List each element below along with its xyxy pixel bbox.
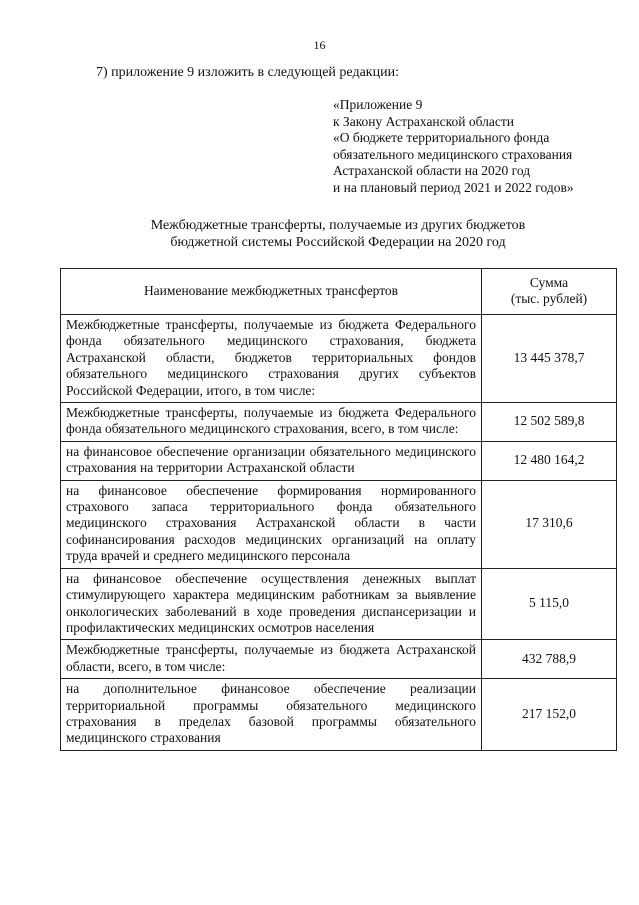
table-row [61,640,617,679]
appendix-line: и на плановый период 2021 и 2022 годов» [333,179,574,195]
row-sum-cell: 432 788,9 [482,640,617,679]
page-number: 16 [313,38,326,52]
row-name-cell: Межбюджетные трансферты, получаемые из бюджета Федерального фонда обязательного медицинского страхования, бюджета Астраханской области, бюджетов территориальных фондов обязательного медицинского страхования других субъектов Российской Федерации, итого, в том числе: [61,315,482,403]
row-sum-cell: 13 445 378,7 [482,315,617,403]
table-title-line: Межбюджетные трансферты, получаемые из других бюджетов [150,218,526,233]
row-sum-cell: 5 115,0 [482,568,617,640]
appendix-line: «Приложение 9 [333,97,423,112]
appendix-line: обязательного медицинского страхования [333,146,573,162]
row-sum-cell: 17 310,6 [482,480,617,568]
row-name-cell: на финансовое обеспечение осуществления денежных выплат стимулирующего характера медицинским работникам за выявление онкологических заболеваний в ходе проведения диспансеризации и профилактических медицинских осмотров населения [61,568,482,640]
row-sum-cell: 12 480 164,2 [482,441,617,480]
header-name-cell: Наименование межбюджетных трансфертов [61,269,482,315]
transfers-table [60,268,617,751]
appendix-line: «О бюджете территориального фонда [333,130,550,146]
table-row [61,403,617,442]
header-sum-label: Сумма [529,274,569,290]
table-row [61,679,617,751]
header-sum-cell [482,269,617,315]
table-row [61,441,617,480]
appendix-line: к Закону Астраханской области [333,113,515,129]
row-sum-cell: 217 152,0 [482,679,617,751]
row-name-cell: Межбюджетные трансферты, получаемые из бюджета Астраханской области, всего, в том числе: [61,640,482,679]
table-header-row [61,269,617,315]
amendment-intro: 7) приложение 9 изложить в следующей редакции: [96,65,399,80]
table-row [61,568,617,640]
table-title-line: бюджетной системы Российской Федерации на 2020 год [170,235,506,250]
table-title [60,217,616,251]
row-name-cell: на дополнительное финансовое обеспечение реализации территориальной программы обязательного медицинского страхования в пределах базовой программы обязательного медицинского страхования [61,679,482,751]
table-row [61,480,617,568]
header-sum-unit: (тыс. рублей) [510,291,588,306]
appendix-header [333,97,574,197]
row-name-cell: на финансовое обеспечение формирования нормированного страхового запаса территориального фонда обязательного медицинского страхования Астраханской области в части софинансирования расходов медицинских организаций на оплату труда врачей и среднего медицинского персонала [61,480,482,568]
appendix-line: Астраханской области на 2020 год [333,163,531,179]
row-sum-cell: 12 502 589,8 [482,403,617,442]
table-row [61,315,617,403]
row-name-cell: на финансовое обеспечение организации обязательного медицинского страхования на территории Астраханской области [61,441,482,480]
row-name-cell: Межбюджетные трансферты, получаемые из бюджета Федерального фонда обязательного медицинского страхования, всего, в том числе: [61,403,482,442]
